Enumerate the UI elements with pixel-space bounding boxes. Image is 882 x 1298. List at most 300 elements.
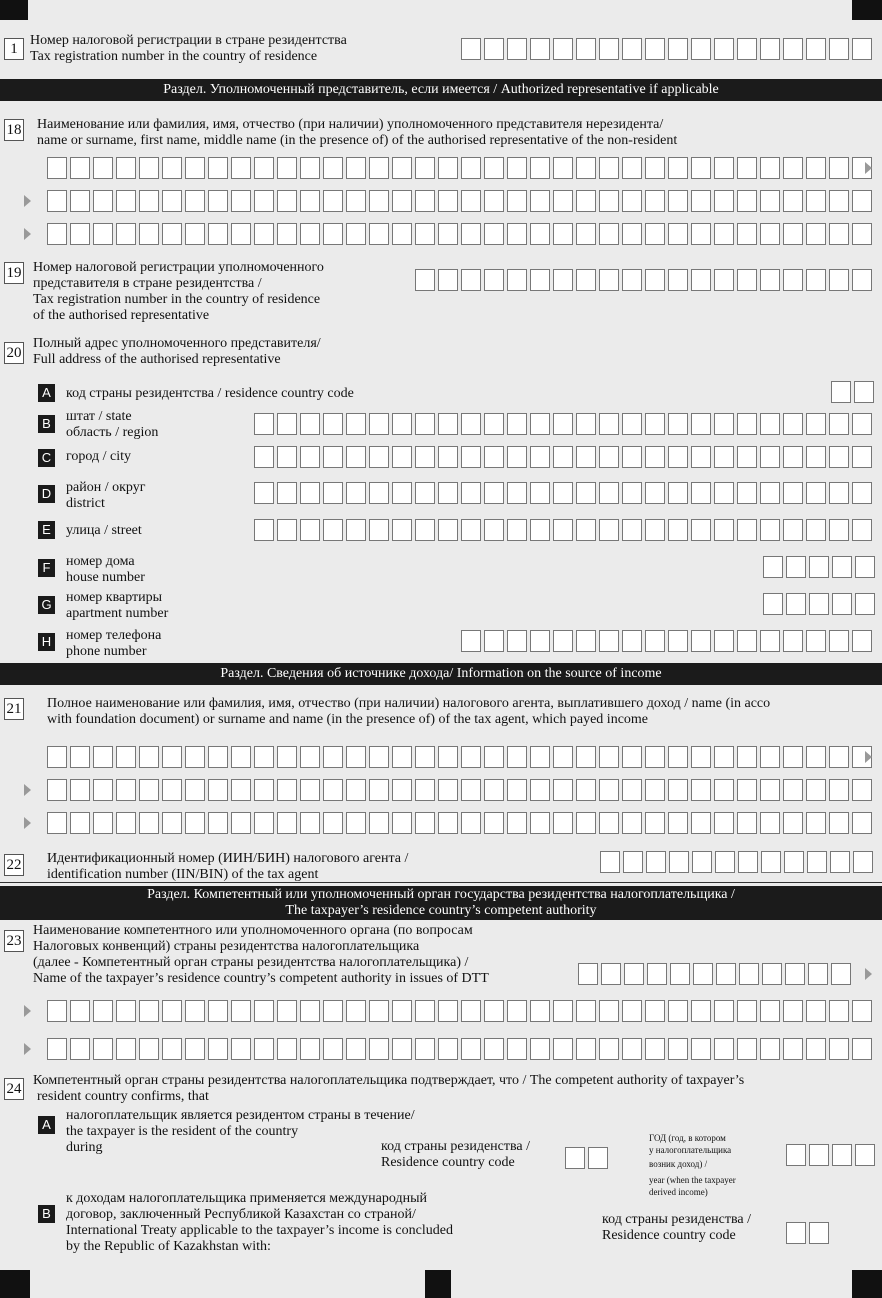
char-cell[interactable] bbox=[691, 1000, 711, 1022]
char-cell[interactable] bbox=[553, 482, 573, 504]
char-cell[interactable] bbox=[737, 482, 757, 504]
char-cell[interactable] bbox=[622, 38, 642, 60]
char-cell[interactable] bbox=[369, 812, 389, 834]
char-cell[interactable] bbox=[786, 556, 806, 578]
field-1-input[interactable] bbox=[461, 38, 872, 60]
char-cell[interactable] bbox=[622, 190, 642, 212]
char-cell[interactable] bbox=[139, 779, 159, 801]
char-cell[interactable] bbox=[438, 1000, 458, 1022]
char-cell[interactable] bbox=[668, 157, 688, 179]
char-cell[interactable] bbox=[139, 223, 159, 245]
char-cell[interactable] bbox=[530, 746, 550, 768]
char-cell[interactable] bbox=[461, 38, 481, 60]
char-cell[interactable] bbox=[369, 482, 389, 504]
char-cell[interactable] bbox=[786, 1222, 806, 1244]
char-cell[interactable] bbox=[760, 157, 780, 179]
char-cell[interactable] bbox=[852, 482, 872, 504]
char-cell[interactable] bbox=[829, 779, 849, 801]
char-cell[interactable] bbox=[415, 1000, 435, 1022]
char-cell[interactable] bbox=[783, 519, 803, 541]
char-cell[interactable] bbox=[346, 779, 366, 801]
char-cell[interactable] bbox=[809, 1222, 829, 1244]
char-cell[interactable] bbox=[461, 446, 481, 468]
char-cell[interactable] bbox=[737, 190, 757, 212]
char-cell[interactable] bbox=[553, 157, 573, 179]
field-18-input-row-2[interactable] bbox=[47, 190, 872, 212]
char-cell[interactable] bbox=[599, 1038, 619, 1060]
subfield-24b-country-code-input[interactable] bbox=[786, 1222, 829, 1244]
char-cell[interactable] bbox=[714, 482, 734, 504]
char-cell[interactable] bbox=[323, 413, 343, 435]
char-cell[interactable] bbox=[645, 413, 665, 435]
char-cell[interactable] bbox=[645, 482, 665, 504]
char-cell[interactable] bbox=[599, 630, 619, 652]
char-cell[interactable] bbox=[461, 157, 481, 179]
char-cell[interactable] bbox=[714, 1038, 734, 1060]
char-cell[interactable] bbox=[599, 269, 619, 291]
char-cell[interactable] bbox=[254, 223, 274, 245]
char-cell[interactable] bbox=[323, 1000, 343, 1022]
char-cell[interactable] bbox=[716, 963, 736, 985]
district-input[interactable] bbox=[254, 482, 872, 504]
char-cell[interactable] bbox=[116, 1038, 136, 1060]
char-cell[interactable] bbox=[438, 519, 458, 541]
char-cell[interactable] bbox=[70, 812, 90, 834]
char-cell[interactable] bbox=[668, 223, 688, 245]
char-cell[interactable] bbox=[668, 519, 688, 541]
char-cell[interactable] bbox=[392, 1038, 412, 1060]
char-cell[interactable] bbox=[852, 38, 872, 60]
char-cell[interactable] bbox=[760, 446, 780, 468]
field-23-input-row-3[interactable] bbox=[47, 1038, 872, 1060]
char-cell[interactable] bbox=[47, 157, 67, 179]
char-cell[interactable] bbox=[415, 746, 435, 768]
field-19-input[interactable] bbox=[415, 269, 872, 291]
char-cell[interactable] bbox=[829, 269, 849, 291]
street-input[interactable] bbox=[254, 519, 872, 541]
char-cell[interactable] bbox=[785, 963, 805, 985]
field-21-input-row-3[interactable] bbox=[47, 812, 872, 834]
char-cell[interactable] bbox=[300, 1000, 320, 1022]
char-cell[interactable] bbox=[668, 413, 688, 435]
char-cell[interactable] bbox=[392, 157, 412, 179]
char-cell[interactable] bbox=[714, 779, 734, 801]
char-cell[interactable] bbox=[254, 413, 274, 435]
char-cell[interactable] bbox=[438, 446, 458, 468]
char-cell[interactable] bbox=[737, 269, 757, 291]
char-cell[interactable] bbox=[553, 269, 573, 291]
char-cell[interactable] bbox=[392, 746, 412, 768]
char-cell[interactable] bbox=[507, 812, 527, 834]
char-cell[interactable] bbox=[576, 1038, 596, 1060]
char-cell[interactable] bbox=[438, 269, 458, 291]
char-cell[interactable] bbox=[231, 157, 251, 179]
char-cell[interactable] bbox=[116, 746, 136, 768]
char-cell[interactable] bbox=[300, 519, 320, 541]
char-cell[interactable] bbox=[530, 269, 550, 291]
char-cell[interactable] bbox=[646, 851, 666, 873]
char-cell[interactable] bbox=[553, 812, 573, 834]
char-cell[interactable] bbox=[831, 381, 851, 403]
char-cell[interactable] bbox=[852, 779, 872, 801]
char-cell[interactable] bbox=[254, 482, 274, 504]
char-cell[interactable] bbox=[806, 190, 826, 212]
char-cell[interactable] bbox=[553, 223, 573, 245]
char-cell[interactable] bbox=[254, 190, 274, 212]
char-cell[interactable] bbox=[806, 446, 826, 468]
char-cell[interactable] bbox=[162, 812, 182, 834]
char-cell[interactable] bbox=[231, 746, 251, 768]
char-cell[interactable] bbox=[692, 851, 712, 873]
char-cell[interactable] bbox=[70, 157, 90, 179]
char-cell[interactable] bbox=[829, 223, 849, 245]
char-cell[interactable] bbox=[553, 38, 573, 60]
char-cell[interactable] bbox=[832, 593, 852, 615]
char-cell[interactable] bbox=[760, 1038, 780, 1060]
char-cell[interactable] bbox=[323, 1038, 343, 1060]
char-cell[interactable] bbox=[369, 1000, 389, 1022]
char-cell[interactable] bbox=[760, 38, 780, 60]
char-cell[interactable] bbox=[739, 963, 759, 985]
char-cell[interactable] bbox=[369, 779, 389, 801]
char-cell[interactable] bbox=[461, 413, 481, 435]
char-cell[interactable] bbox=[507, 482, 527, 504]
subfield-24a-country-code-input[interactable] bbox=[565, 1147, 608, 1169]
char-cell[interactable] bbox=[832, 1144, 852, 1166]
char-cell[interactable] bbox=[185, 1000, 205, 1022]
char-cell[interactable] bbox=[162, 190, 182, 212]
char-cell[interactable] bbox=[185, 157, 205, 179]
char-cell[interactable] bbox=[763, 593, 783, 615]
char-cell[interactable] bbox=[93, 746, 113, 768]
city-input[interactable] bbox=[254, 446, 872, 468]
char-cell[interactable] bbox=[530, 812, 550, 834]
char-cell[interactable] bbox=[208, 779, 228, 801]
char-cell[interactable] bbox=[760, 413, 780, 435]
char-cell[interactable] bbox=[392, 519, 412, 541]
char-cell[interactable] bbox=[553, 630, 573, 652]
char-cell[interactable] bbox=[162, 779, 182, 801]
char-cell[interactable] bbox=[438, 482, 458, 504]
char-cell[interactable] bbox=[415, 413, 435, 435]
field-18-input-row-3[interactable] bbox=[47, 223, 872, 245]
char-cell[interactable] bbox=[231, 1038, 251, 1060]
char-cell[interactable] bbox=[737, 746, 757, 768]
char-cell[interactable] bbox=[715, 851, 735, 873]
char-cell[interactable] bbox=[185, 746, 205, 768]
char-cell[interactable] bbox=[323, 157, 343, 179]
char-cell[interactable] bbox=[714, 38, 734, 60]
char-cell[interactable] bbox=[622, 746, 642, 768]
char-cell[interactable] bbox=[47, 1038, 67, 1060]
char-cell[interactable] bbox=[761, 851, 781, 873]
char-cell[interactable] bbox=[576, 190, 596, 212]
char-cell[interactable] bbox=[784, 851, 804, 873]
char-cell[interactable] bbox=[392, 1000, 412, 1022]
char-cell[interactable] bbox=[553, 746, 573, 768]
char-cell[interactable] bbox=[116, 779, 136, 801]
char-cell[interactable] bbox=[162, 223, 182, 245]
char-cell[interactable] bbox=[783, 223, 803, 245]
char-cell[interactable] bbox=[737, 1000, 757, 1022]
char-cell[interactable] bbox=[691, 630, 711, 652]
char-cell[interactable] bbox=[668, 630, 688, 652]
char-cell[interactable] bbox=[645, 38, 665, 60]
char-cell[interactable] bbox=[254, 519, 274, 541]
char-cell[interactable] bbox=[507, 519, 527, 541]
char-cell[interactable] bbox=[530, 223, 550, 245]
char-cell[interactable] bbox=[139, 1038, 159, 1060]
char-cell[interactable] bbox=[737, 1038, 757, 1060]
char-cell[interactable] bbox=[70, 1038, 90, 1060]
char-cell[interactable] bbox=[553, 190, 573, 212]
char-cell[interactable] bbox=[484, 157, 504, 179]
char-cell[interactable] bbox=[530, 446, 550, 468]
char-cell[interactable] bbox=[277, 157, 297, 179]
char-cell[interactable] bbox=[578, 963, 598, 985]
char-cell[interactable] bbox=[622, 630, 642, 652]
char-cell[interactable] bbox=[760, 269, 780, 291]
char-cell[interactable] bbox=[553, 779, 573, 801]
char-cell[interactable] bbox=[829, 519, 849, 541]
char-cell[interactable] bbox=[507, 157, 527, 179]
char-cell[interactable] bbox=[737, 223, 757, 245]
char-cell[interactable] bbox=[346, 223, 366, 245]
char-cell[interactable] bbox=[714, 746, 734, 768]
char-cell[interactable] bbox=[783, 1038, 803, 1060]
char-cell[interactable] bbox=[277, 413, 297, 435]
char-cell[interactable] bbox=[668, 482, 688, 504]
char-cell[interactable] bbox=[47, 779, 67, 801]
char-cell[interactable] bbox=[829, 446, 849, 468]
char-cell[interactable] bbox=[231, 223, 251, 245]
char-cell[interactable] bbox=[622, 812, 642, 834]
char-cell[interactable] bbox=[47, 223, 67, 245]
char-cell[interactable] bbox=[645, 1038, 665, 1060]
char-cell[interactable] bbox=[369, 519, 389, 541]
char-cell[interactable] bbox=[645, 630, 665, 652]
char-cell[interactable] bbox=[93, 157, 113, 179]
char-cell[interactable] bbox=[852, 812, 872, 834]
char-cell[interactable] bbox=[553, 519, 573, 541]
char-cell[interactable] bbox=[806, 269, 826, 291]
char-cell[interactable] bbox=[783, 630, 803, 652]
char-cell[interactable] bbox=[599, 223, 619, 245]
char-cell[interactable] bbox=[208, 1038, 228, 1060]
char-cell[interactable] bbox=[392, 446, 412, 468]
char-cell[interactable] bbox=[576, 157, 596, 179]
char-cell[interactable] bbox=[599, 812, 619, 834]
char-cell[interactable] bbox=[277, 223, 297, 245]
char-cell[interactable] bbox=[691, 746, 711, 768]
char-cell[interactable] bbox=[645, 812, 665, 834]
char-cell[interactable] bbox=[714, 630, 734, 652]
char-cell[interactable] bbox=[93, 1038, 113, 1060]
char-cell[interactable] bbox=[760, 190, 780, 212]
char-cell[interactable] bbox=[530, 519, 550, 541]
char-cell[interactable] bbox=[461, 779, 481, 801]
char-cell[interactable] bbox=[392, 779, 412, 801]
char-cell[interactable] bbox=[691, 812, 711, 834]
char-cell[interactable] bbox=[645, 779, 665, 801]
char-cell[interactable] bbox=[783, 446, 803, 468]
char-cell[interactable] bbox=[576, 812, 596, 834]
char-cell[interactable] bbox=[530, 482, 550, 504]
char-cell[interactable] bbox=[392, 190, 412, 212]
char-cell[interactable] bbox=[93, 190, 113, 212]
char-cell[interactable] bbox=[461, 1038, 481, 1060]
char-cell[interactable] bbox=[668, 746, 688, 768]
char-cell[interactable] bbox=[185, 1038, 205, 1060]
field-21-input-row-2[interactable] bbox=[47, 779, 872, 801]
char-cell[interactable] bbox=[714, 446, 734, 468]
char-cell[interactable] bbox=[622, 779, 642, 801]
iin-bin-input[interactable] bbox=[600, 851, 873, 873]
char-cell[interactable] bbox=[576, 746, 596, 768]
char-cell[interactable] bbox=[438, 223, 458, 245]
char-cell[interactable] bbox=[461, 630, 481, 652]
year-input[interactable] bbox=[786, 1144, 875, 1166]
char-cell[interactable] bbox=[599, 519, 619, 541]
char-cell[interactable] bbox=[438, 413, 458, 435]
char-cell[interactable] bbox=[369, 190, 389, 212]
char-cell[interactable] bbox=[484, 630, 504, 652]
residence-country-code-input[interactable] bbox=[831, 381, 874, 403]
char-cell[interactable] bbox=[622, 446, 642, 468]
char-cell[interactable] bbox=[855, 556, 875, 578]
char-cell[interactable] bbox=[415, 157, 435, 179]
char-cell[interactable] bbox=[783, 157, 803, 179]
char-cell[interactable] bbox=[737, 446, 757, 468]
char-cell[interactable] bbox=[208, 1000, 228, 1022]
char-cell[interactable] bbox=[809, 593, 829, 615]
char-cell[interactable] bbox=[714, 519, 734, 541]
char-cell[interactable] bbox=[737, 519, 757, 541]
char-cell[interactable] bbox=[461, 223, 481, 245]
char-cell[interactable] bbox=[714, 223, 734, 245]
char-cell[interactable] bbox=[415, 446, 435, 468]
state-region-input[interactable] bbox=[254, 413, 872, 435]
char-cell[interactable] bbox=[806, 519, 826, 541]
char-cell[interactable] bbox=[323, 519, 343, 541]
char-cell[interactable] bbox=[300, 779, 320, 801]
char-cell[interactable] bbox=[346, 812, 366, 834]
char-cell[interactable] bbox=[438, 779, 458, 801]
char-cell[interactable] bbox=[783, 413, 803, 435]
char-cell[interactable] bbox=[691, 1038, 711, 1060]
char-cell[interactable] bbox=[668, 269, 688, 291]
char-cell[interactable] bbox=[277, 779, 297, 801]
field-23-input-row-1[interactable] bbox=[578, 963, 851, 985]
char-cell[interactable] bbox=[300, 223, 320, 245]
char-cell[interactable] bbox=[162, 1038, 182, 1060]
char-cell[interactable] bbox=[277, 812, 297, 834]
char-cell[interactable] bbox=[323, 812, 343, 834]
char-cell[interactable] bbox=[783, 269, 803, 291]
char-cell[interactable] bbox=[737, 779, 757, 801]
char-cell[interactable] bbox=[809, 1144, 829, 1166]
char-cell[interactable] bbox=[738, 851, 758, 873]
char-cell[interactable] bbox=[691, 413, 711, 435]
char-cell[interactable] bbox=[139, 812, 159, 834]
char-cell[interactable] bbox=[461, 269, 481, 291]
char-cell[interactable] bbox=[622, 482, 642, 504]
char-cell[interactable] bbox=[691, 482, 711, 504]
char-cell[interactable] bbox=[623, 851, 643, 873]
char-cell[interactable] bbox=[415, 1038, 435, 1060]
char-cell[interactable] bbox=[806, 413, 826, 435]
char-cell[interactable] bbox=[763, 556, 783, 578]
char-cell[interactable] bbox=[599, 779, 619, 801]
char-cell[interactable] bbox=[565, 1147, 585, 1169]
char-cell[interactable] bbox=[645, 446, 665, 468]
char-cell[interactable] bbox=[737, 157, 757, 179]
char-cell[interactable] bbox=[300, 482, 320, 504]
phone-number-input[interactable] bbox=[461, 630, 872, 652]
char-cell[interactable] bbox=[599, 38, 619, 60]
char-cell[interactable] bbox=[576, 38, 596, 60]
char-cell[interactable] bbox=[622, 1000, 642, 1022]
char-cell[interactable] bbox=[576, 446, 596, 468]
char-cell[interactable] bbox=[185, 812, 205, 834]
char-cell[interactable] bbox=[829, 630, 849, 652]
char-cell[interactable] bbox=[116, 190, 136, 212]
char-cell[interactable] bbox=[808, 963, 828, 985]
char-cell[interactable] bbox=[854, 381, 874, 403]
char-cell[interactable] bbox=[415, 482, 435, 504]
char-cell[interactable] bbox=[853, 851, 873, 873]
char-cell[interactable] bbox=[829, 190, 849, 212]
char-cell[interactable] bbox=[346, 157, 366, 179]
char-cell[interactable] bbox=[783, 812, 803, 834]
char-cell[interactable] bbox=[208, 812, 228, 834]
char-cell[interactable] bbox=[415, 812, 435, 834]
char-cell[interactable] bbox=[600, 851, 620, 873]
char-cell[interactable] bbox=[323, 223, 343, 245]
char-cell[interactable] bbox=[622, 519, 642, 541]
char-cell[interactable] bbox=[831, 963, 851, 985]
char-cell[interactable] bbox=[647, 963, 667, 985]
char-cell[interactable] bbox=[553, 1038, 573, 1060]
char-cell[interactable] bbox=[208, 223, 228, 245]
char-cell[interactable] bbox=[691, 446, 711, 468]
char-cell[interactable] bbox=[622, 269, 642, 291]
char-cell[interactable] bbox=[786, 593, 806, 615]
char-cell[interactable] bbox=[832, 556, 852, 578]
char-cell[interactable] bbox=[806, 223, 826, 245]
char-cell[interactable] bbox=[162, 746, 182, 768]
char-cell[interactable] bbox=[93, 779, 113, 801]
char-cell[interactable] bbox=[760, 1000, 780, 1022]
char-cell[interactable] bbox=[369, 157, 389, 179]
char-cell[interactable] bbox=[415, 223, 435, 245]
char-cell[interactable] bbox=[346, 446, 366, 468]
char-cell[interactable] bbox=[116, 812, 136, 834]
char-cell[interactable] bbox=[806, 38, 826, 60]
char-cell[interactable] bbox=[139, 746, 159, 768]
char-cell[interactable] bbox=[760, 746, 780, 768]
char-cell[interactable] bbox=[829, 482, 849, 504]
char-cell[interactable] bbox=[231, 779, 251, 801]
char-cell[interactable] bbox=[576, 269, 596, 291]
char-cell[interactable] bbox=[415, 269, 435, 291]
house-number-input[interactable] bbox=[763, 556, 875, 578]
char-cell[interactable] bbox=[806, 1038, 826, 1060]
char-cell[interactable] bbox=[530, 1038, 550, 1060]
char-cell[interactable] bbox=[254, 746, 274, 768]
char-cell[interactable] bbox=[300, 1038, 320, 1060]
char-cell[interactable] bbox=[601, 963, 621, 985]
